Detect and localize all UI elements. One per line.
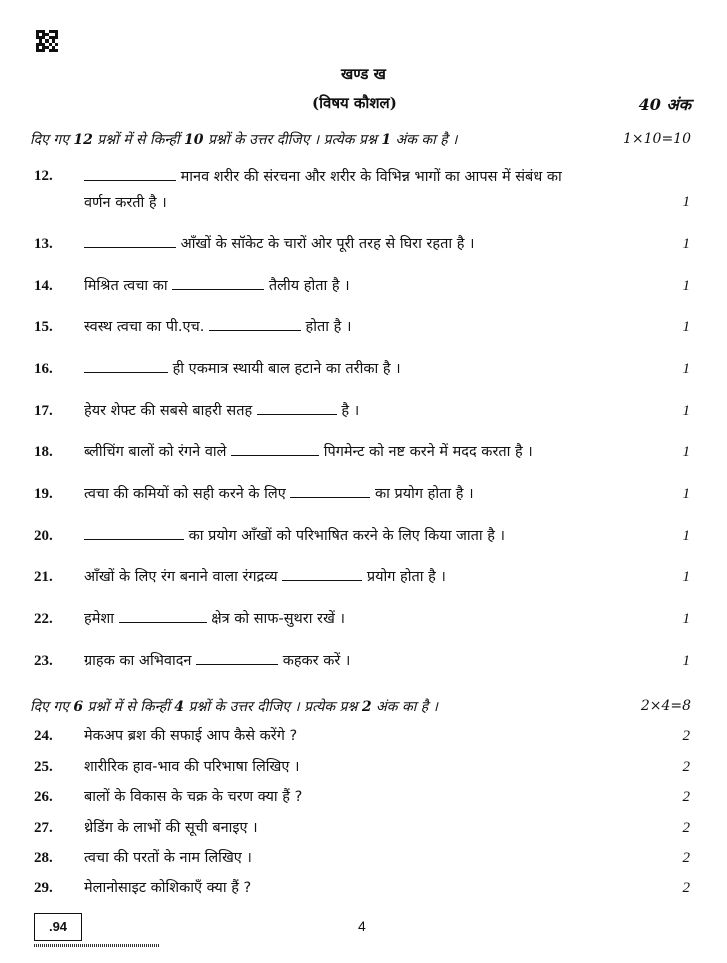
question-mark: 1 [682,319,690,335]
question-mark: 1 [682,361,690,377]
question-number: 28. [34,850,53,866]
question-mark: 1 [682,611,690,627]
answer-blank [290,483,370,498]
section-title: खण्ड ख [341,65,386,83]
answer-blank [257,400,337,415]
question-mark: 2 [682,850,690,866]
question-number: 18. [34,444,53,460]
question-mark: 2 [682,759,690,775]
question-mark: 1 [682,403,690,419]
page-number: 4 [358,918,366,934]
question-number: 12. [34,168,53,184]
answer-blank [84,525,184,540]
answer-blank [172,275,264,290]
question-number: 17. [34,403,53,419]
question-number: 22. [34,611,53,627]
answer-blank [196,650,278,665]
question-text: शारीरिक हाव-भाव की परिभाषा लिखिए । [84,759,300,775]
paper-code-box: .94 [34,913,82,941]
question-number: 20. [34,528,53,544]
question-number: 23. [34,653,53,669]
question-text: थ्रेडिंग के लाभों की सूची बनाइए । [84,820,258,836]
question-number: 19. [34,486,53,502]
answer-blank [231,441,319,456]
question-text: मेकअप ब्रश की सफाई आप कैसे करेंगे ? [84,728,298,744]
question-number: 26. [34,789,53,805]
part2-instruction: दिए गए 6 प्रश्नों में से किन्हीं 4 प्रश्नों के उत्तर दीजिए । प्रत्येक प्रश्न 2 अंक का है । [30,699,438,715]
question-number: 13. [34,236,53,252]
question-text: स्वस्थ त्वचा का पी.एच. होता है । [84,314,664,340]
question-text: त्वचा की कमियों को सही करने के लिए का प्रयोग होता है । [84,481,664,507]
question-number: 14. [34,278,53,294]
question-text: मिश्रित त्वचा का तैलीय होता है । [84,273,664,299]
question-mark: 1 [682,194,690,210]
part2-marks-scheme: 2×4=8 [640,698,691,714]
section-subtitle: (विषय कौशल) [312,94,397,112]
question-mark: 2 [682,728,690,744]
answer-blank [84,358,168,373]
question-mark: 1 [682,444,690,460]
question-number: 16. [34,361,53,377]
question-mark: 2 [682,820,690,836]
question-text: ब्लीचिंग बालों को रंगने वाले पिगमेन्ट को नष्ट करने में मदद करता है । [84,439,664,465]
question-mark: 1 [682,653,690,669]
question-number: 25. [34,759,53,775]
question-mark: 1 [682,569,690,585]
part1-instruction: दिए गए 12 प्रश्नों में से किन्हीं 10 प्रश्नों के उत्तर दीजिए । प्रत्येक प्रश्न 1 अंक का है । [30,132,458,148]
question-text: मेलानोसाइट कोशिकाएँ क्या हैं ? [84,880,252,896]
question-mark: 1 [682,278,690,294]
question-number: 21. [34,569,53,585]
answer-blank [282,566,362,581]
question-number: 27. [34,820,53,836]
question-text: मानव शरीर की संरचना और शरीर के विभिन्न भागों का आपस में संबंध का वर्णन करती है । [84,164,664,216]
question-text: ही एकमात्र स्थायी बाल हटाने का तरीका है । [84,356,664,382]
question-number: 24. [34,728,53,744]
question-number: 15. [34,319,53,335]
answer-blank [209,316,301,331]
question-mark: 1 [682,486,690,502]
question-text: ग्राहक का अभिवादन कहकर करें । [84,648,664,674]
part1-marks-scheme: 1×10=10 [623,131,691,147]
answer-blank [84,233,176,248]
total-marks: 40 अंक [638,95,691,114]
question-mark: 2 [682,880,690,896]
question-text: त्वचा की परतों के नाम लिखिए । [84,850,252,866]
answer-blank [119,608,207,623]
question-mark: 2 [682,789,690,805]
qr-code-icon [36,30,58,52]
barcode-strip [34,944,159,947]
question-text: आँखों के सॉकेट के चारों ओर पूरी तरह से घिरा रहता है । [84,231,664,257]
question-text: बालों के विकास के चक्र के चरण क्या हैं ? [84,789,303,805]
question-text: हमेशा क्षेत्र को साफ-सुथरा रखें । [84,606,664,632]
question-text: आँखों के लिए रंग बनाने वाला रंगद्रव्य प्रयोग होता है । [84,564,664,590]
question-number: 29. [34,880,53,896]
question-mark: 1 [682,528,690,544]
question-text: का प्रयोग आँखों को परिभाषित करने के लिए किया जाता है । [84,523,664,549]
answer-blank [84,166,176,181]
question-mark: 1 [682,236,690,252]
question-text: हेयर शेफ्ट की सबसे बाहरी सतह है । [84,398,664,424]
